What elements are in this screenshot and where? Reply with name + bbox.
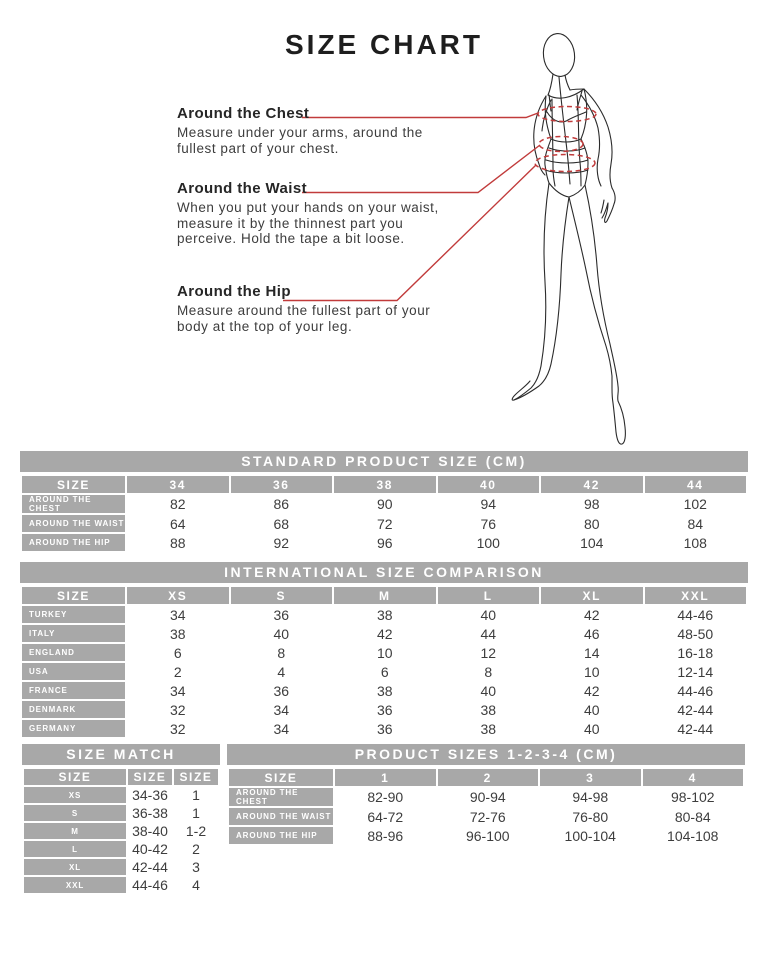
data-cell: 76-80: [539, 807, 642, 826]
column-header: 3: [539, 768, 642, 787]
data-cell: 2: [173, 840, 219, 858]
data-cell: 100: [437, 533, 541, 552]
column-header-size: SIZE: [228, 768, 334, 787]
column-header-size: SIZE: [21, 586, 126, 605]
column-header: XS: [126, 586, 230, 605]
row-label: AROUND THE WAIST: [228, 807, 334, 826]
data-cell: 84: [644, 514, 748, 533]
size-chart-hero: [0, 0, 768, 449]
data-cell: 82: [126, 494, 230, 514]
table-row: [21, 643, 747, 662]
data-cell: 4: [173, 876, 219, 894]
header-row: [228, 768, 744, 787]
data-cell: 32: [126, 719, 230, 738]
data-cell: 48-50: [644, 624, 748, 643]
data-cell: 98-102: [642, 787, 745, 807]
data-cell: 38: [126, 624, 230, 643]
data-cell: 42-44: [127, 858, 173, 876]
annotation-waist-body: When you put your hands on your waist, measure it by the thinnest part you perceive. Hold the tape a bit loose.: [177, 200, 439, 246]
data-cell: 68: [230, 514, 334, 533]
column-header: 4: [642, 768, 745, 787]
data-cell: 80: [540, 514, 644, 533]
data-cell: 34: [230, 719, 334, 738]
row-label: AROUND THE CHEST: [228, 787, 334, 807]
column-header: 36: [230, 475, 334, 494]
data-cell: 40: [540, 719, 644, 738]
data-cell: 14: [540, 643, 644, 662]
data-cell: 42-44: [644, 700, 748, 719]
data-cell: 90-94: [437, 787, 540, 807]
row-label: ENGLAND: [21, 643, 126, 662]
data-cell: 104: [540, 533, 644, 552]
international-size-table-section: [20, 562, 748, 739]
data-cell: 108: [644, 533, 748, 552]
table-row: [21, 719, 747, 738]
data-cell: 1: [173, 804, 219, 822]
data-cell: 80-84: [642, 807, 745, 826]
header-row: [21, 475, 747, 494]
row-label: XS: [23, 786, 127, 804]
product-sizes-table: [227, 767, 745, 846]
row-label: M: [23, 822, 127, 840]
row-label: AROUND THE CHEST: [21, 494, 126, 514]
column-header: 1: [334, 768, 437, 787]
croquis-figure: [512, 32, 625, 444]
annotation-hip-heading: Around the Hip: [177, 283, 291, 300]
column-header: 34: [126, 475, 230, 494]
row-label: AROUND THE HIP: [21, 533, 126, 552]
column-header: 38: [333, 475, 437, 494]
data-cell: 36: [230, 605, 334, 624]
data-cell: 10: [540, 662, 644, 681]
row-label: XXL: [23, 876, 127, 894]
table-row: [21, 624, 747, 643]
data-cell: 40: [437, 681, 541, 700]
table-title: STANDARD PRODUCT SIZE (CM): [20, 451, 748, 472]
data-cell: 82-90: [334, 787, 437, 807]
annotation-chest-heading: Around the Chest: [177, 105, 310, 122]
data-cell: 36-38: [127, 804, 173, 822]
row-label: S: [23, 804, 127, 822]
column-header: M: [333, 586, 437, 605]
data-cell: 16-18: [644, 643, 748, 662]
table-row: [23, 858, 219, 876]
size-match-table: [22, 767, 220, 895]
row-label: AROUND THE HIP: [228, 826, 334, 845]
data-cell: 34: [126, 605, 230, 624]
annotation-chest-body: Measure under your arms, around the fullest part of your chest.: [177, 125, 423, 156]
page-title: SIZE CHART: [285, 29, 483, 60]
table-row: [23, 876, 219, 894]
header-row: [23, 768, 219, 786]
data-cell: 38-40: [127, 822, 173, 840]
column-header: 40: [437, 475, 541, 494]
data-cell: 40: [540, 700, 644, 719]
data-cell: 64: [126, 514, 230, 533]
row-label: USA: [21, 662, 126, 681]
data-cell: 90: [333, 494, 437, 514]
row-label: TURKEY: [21, 605, 126, 624]
table-row: [228, 787, 744, 807]
data-cell: 72: [333, 514, 437, 533]
annotation-hip-body: Measure around the fullest part of your body at the top of your leg.: [177, 303, 431, 334]
data-cell: 34: [230, 700, 334, 719]
table-row: [228, 826, 744, 845]
column-header: 42: [540, 475, 644, 494]
data-cell: 40-42: [127, 840, 173, 858]
column-header: L: [437, 586, 541, 605]
data-cell: 6: [126, 643, 230, 662]
data-cell: 44-46: [644, 681, 748, 700]
international-size-table: [20, 585, 748, 739]
column-header: SIZE: [173, 768, 219, 786]
data-cell: 38: [437, 700, 541, 719]
data-cell: 12-14: [644, 662, 748, 681]
data-cell: 94: [437, 494, 541, 514]
table-row: [21, 605, 747, 624]
data-cell: 46: [540, 624, 644, 643]
table-row: [23, 804, 219, 822]
column-header: 44: [644, 475, 748, 494]
data-cell: 92: [230, 533, 334, 552]
data-cell: 3: [173, 858, 219, 876]
table-row: [23, 840, 219, 858]
data-cell: 38: [437, 719, 541, 738]
data-cell: 96-100: [437, 826, 540, 845]
row-label: AROUND THE WAIST: [21, 514, 126, 533]
data-cell: 1-2: [173, 822, 219, 840]
row-label: DENMARK: [21, 700, 126, 719]
table-row: [228, 807, 744, 826]
data-cell: 98: [540, 494, 644, 514]
table-title: INTERNATIONAL SIZE COMPARISON: [20, 562, 748, 583]
data-cell: 72-76: [437, 807, 540, 826]
column-header: XL: [540, 586, 644, 605]
column-header: XXL: [644, 586, 748, 605]
row-label: XL: [23, 858, 127, 876]
data-cell: 88: [126, 533, 230, 552]
data-cell: 96: [333, 533, 437, 552]
annotation-waist: [177, 180, 453, 247]
row-label: FRANCE: [21, 681, 126, 700]
data-cell: 38: [333, 605, 437, 624]
data-cell: 12: [437, 643, 541, 662]
table-row: [21, 662, 747, 681]
data-cell: 86: [230, 494, 334, 514]
data-cell: 34-36: [127, 786, 173, 804]
annotation-hip: [177, 283, 453, 334]
table-row: [21, 533, 747, 552]
table-row: [21, 494, 747, 514]
data-cell: 6: [333, 662, 437, 681]
data-cell: 4: [230, 662, 334, 681]
column-header: SIZE: [127, 768, 173, 786]
size-tables: [0, 451, 768, 895]
header-row: [21, 586, 747, 605]
data-cell: 34: [126, 681, 230, 700]
data-cell: 64-72: [334, 807, 437, 826]
data-cell: 8: [437, 662, 541, 681]
annotation-waist-heading: Around the Waist: [177, 180, 308, 197]
column-header: 2: [437, 768, 540, 787]
data-cell: 42: [540, 605, 644, 624]
data-cell: 104-108: [642, 826, 745, 845]
data-cell: 38: [333, 681, 437, 700]
table-row: [23, 822, 219, 840]
column-header: S: [230, 586, 334, 605]
table-row: [21, 700, 747, 719]
waist-measure-ellipse: [539, 137, 583, 152]
standard-size-table-section: [20, 451, 748, 553]
row-label: GERMANY: [21, 719, 126, 738]
data-cell: 102: [644, 494, 748, 514]
standard-size-table: [20, 474, 748, 553]
data-cell: 44: [437, 624, 541, 643]
data-cell: 42-44: [644, 719, 748, 738]
annotation-chest: [177, 105, 453, 156]
data-cell: 100-104: [539, 826, 642, 845]
data-cell: 32: [126, 700, 230, 719]
data-cell: 94-98: [539, 787, 642, 807]
data-cell: 8: [230, 643, 334, 662]
data-cell: 44-46: [127, 876, 173, 894]
table-row: [21, 681, 747, 700]
data-cell: 36: [333, 700, 437, 719]
table-row: [23, 786, 219, 804]
data-cell: 44-46: [644, 605, 748, 624]
table-row: [21, 514, 747, 533]
table-title: PRODUCT SIZES 1-2-3-4 (CM): [227, 744, 745, 765]
data-cell: 42: [540, 681, 644, 700]
data-cell: 40: [230, 624, 334, 643]
row-label: ITALY: [21, 624, 126, 643]
data-cell: 2: [126, 662, 230, 681]
product-sizes-table-section: [227, 744, 745, 846]
data-cell: 36: [333, 719, 437, 738]
data-cell: 40: [437, 605, 541, 624]
data-cell: 76: [437, 514, 541, 533]
data-cell: 88-96: [334, 826, 437, 845]
data-cell: 10: [333, 643, 437, 662]
row-label: L: [23, 840, 127, 858]
column-header-size: SIZE: [23, 768, 127, 786]
table-title: SIZE MATCH: [22, 744, 220, 765]
column-header-size: SIZE: [21, 475, 126, 494]
data-cell: 36: [230, 681, 334, 700]
size-match-table-section: [22, 744, 220, 895]
data-cell: 1: [173, 786, 219, 804]
data-cell: 42: [333, 624, 437, 643]
bottom-tables-row: [22, 744, 768, 895]
